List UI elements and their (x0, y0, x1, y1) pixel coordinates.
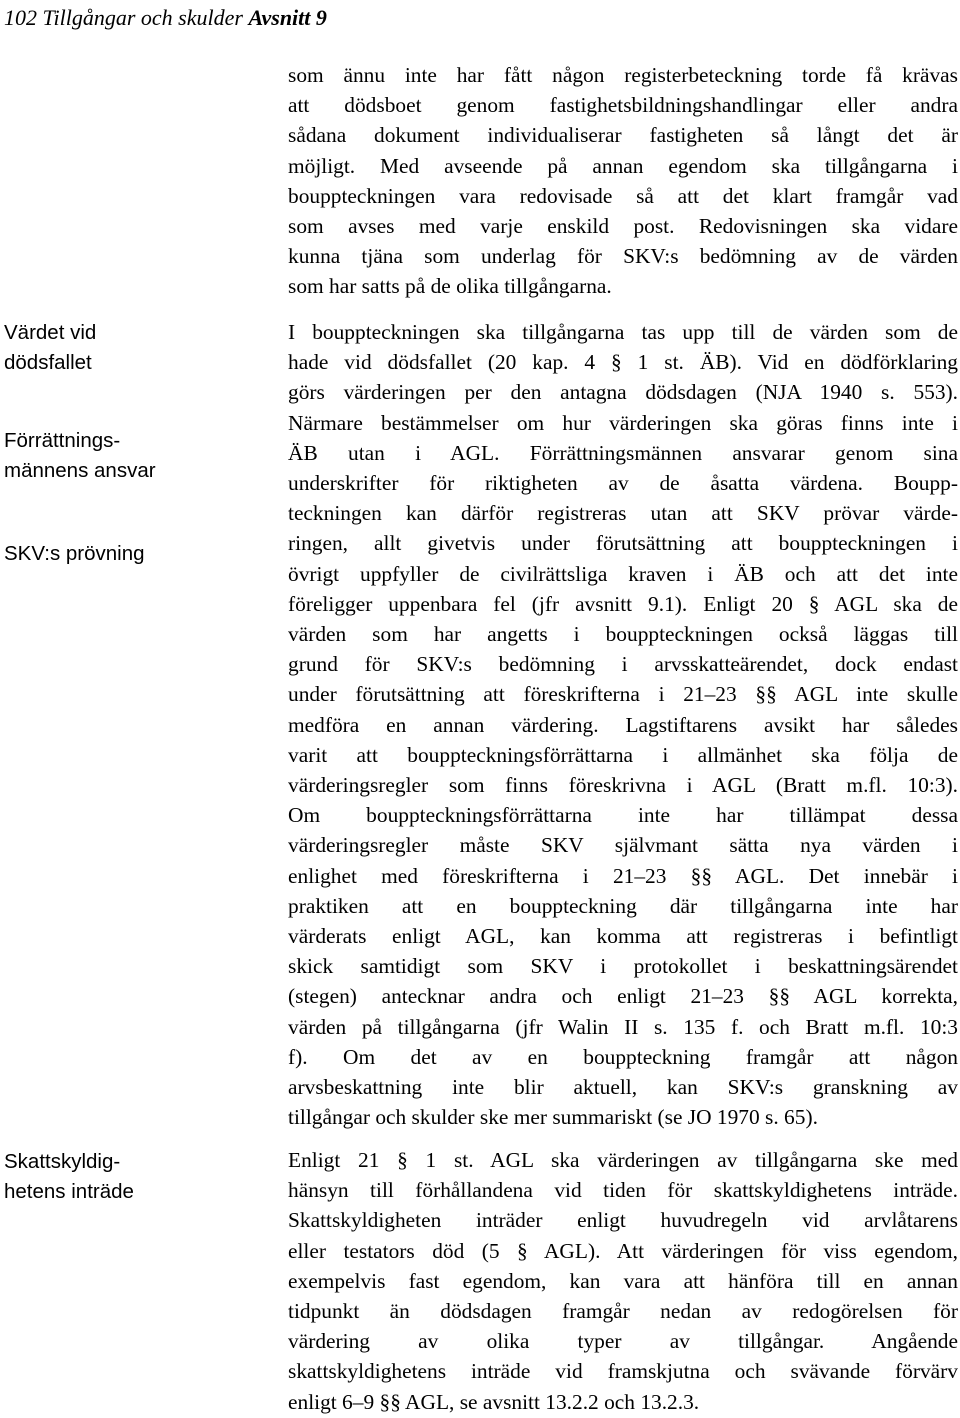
text-line: tidpunkt än dödsdagen framgår nedan av redogörelsen för (288, 1299, 958, 1324)
text-line: Enligt 21 § 1 st. AGL ska värderingen av tillgångarna ske med (288, 1148, 958, 1172)
paragraph-3 (288, 1145, 958, 1417)
text-line: värderingsregler måste SKV självmant sätta nya värden i (288, 833, 958, 858)
text-line: sådana dokument individualiserar fastigheten så långt det är (288, 123, 958, 148)
text-line: övrigt uppfyller de civilrättsliga kraven i ÄB och att det inte (288, 561, 958, 586)
text-line: I bouppteckningen ska tillgångarna tas upp till de värden som de (288, 320, 958, 344)
text-line: värden som har angetts i bouppteckningen också läggas till (288, 622, 958, 647)
margin-note-skattskyldighetens-intrade: Skattskyldig- hetens inträde (4, 1150, 134, 1204)
paragraph-2 (288, 317, 958, 1132)
text-line: Skattskyldigheten inträder enligt huvudregeln vid arvlåtarens (288, 1208, 958, 1233)
text-line: (stegen) antecknar andra och enligt 21–23 §§ AGL korrekta, (288, 984, 958, 1009)
text-line: som har satts på de olika tillgångarna. (288, 274, 612, 299)
text-line: praktiken att en bouppteckning där tillgångarna inte har (288, 893, 958, 918)
text-line: teckningen kan därför registreras utan att SKV prövar värde- (288, 501, 958, 526)
text-line: Närmare bestämmelser om hur värderingen ska göras finns inte i (288, 410, 958, 435)
text-line: varit att bouppteckningsförrättarna i allmänhet ska följa de (288, 742, 958, 767)
text-line: ringen, allt givetvis under förutsättning att bouppteckningen i (288, 531, 958, 556)
text-line: hade vid dödsfallet (20 kap. 4 § 1 st. ÄB). Vid en dödförklaring (288, 350, 958, 375)
text-line: värderats enligt AGL, kan komma att registreras i befintligt (288, 924, 958, 949)
text-line: värderingsregler som finns föreskrivna i AGL (Bratt m.fl. 10:3). (288, 773, 958, 798)
text-line: ÄB utan i AGL. Förrättningsmännen ansvarar genom sina (288, 440, 958, 465)
text-line: skattskyldighetens inträde vid framskjutna och svävande förvärv (288, 1359, 958, 1384)
text-line: f). Om det av en bouppteckning framgår att någon (288, 1044, 958, 1069)
text-line: möjligt. Med avseende på annan egendom ska tillgångarna i (288, 153, 958, 178)
text-line: under förutsättning att föreskrifterna i 21–23 §§ AGL inte skulle (288, 682, 958, 707)
text-line: görs värderingen per den antagna dödsdagen (NJA 1940 s. 553). (288, 380, 958, 405)
margin-note-skvs-provning: SKV:s prövning (4, 542, 145, 565)
text-line: hänsyn till förhållandena vid tiden för skattskyldighetens inträde. (288, 1178, 958, 1203)
text-line: tillgångar och skulder ske mer summariskt (se JO 1970 s. 65). (288, 1105, 818, 1130)
paragraph-1 (288, 60, 958, 302)
text-line: eller testators död (5 § AGL). Att värderingen för viss egendom, (288, 1238, 958, 1263)
margin-note-forrattningsmannens-ansvar: Förrättnings- männens ansvar (4, 429, 156, 483)
text-line: värdering av olika typer av tillgångar. Angående (288, 1329, 958, 1354)
text-line: Om bouppteckningsförrättarna inte har tillämpat dessa (288, 803, 958, 828)
text-line: som avses med varje enskild post. Redovisningen ska vidare (288, 214, 958, 239)
text-line: enlighet med föreskrifterna i 21–23 §§ AGL. Det innebär i (288, 863, 958, 888)
text-line: föreligger uppenbara fel (jfr avsnitt 9.1). Enligt 20 § AGL ska de (288, 591, 958, 616)
page-number: 102 (4, 5, 37, 30)
text-line: underskrifter för riktigheten av de åsatta värdena. Boupp- (288, 471, 958, 496)
text-line: kunna tjäna som underlag för SKV:s bedömning av de värden (288, 244, 958, 269)
text-line: värden på tillgångarna (jfr Walin II s. 135 f. och Bratt m.fl. 10:3 (288, 1014, 958, 1039)
text-line: som ännu inte har fått någon registerbeteckning torde få krävas (288, 63, 958, 87)
text-line: grund för SKV:s bedömning i arvsskatteärendet, dock endast (288, 652, 958, 677)
text-line: arvsbeskattning inte blir aktuell, kan SKV:s granskning av (288, 1075, 958, 1100)
section-label: Avsnitt 9 (248, 5, 327, 30)
text-line: bouppteckningen vara redovisade så att det klart framgår vad (288, 183, 958, 208)
text-line: att dödsboet genom fastighetsbildningshandlingar eller andra (288, 93, 958, 118)
text-line: enligt 6–9 §§ AGL, se avsnitt 13.2.2 och 13.2.3. (288, 1389, 700, 1414)
text-line: medföra en annan värdering. Lagstiftarens avsikt har således (288, 712, 958, 737)
document-title: Tillgångar och skulder (42, 5, 243, 30)
page-header (4, 4, 327, 32)
text-line: skick samtidigt som SKV i protokollet i beskattningsärendet (288, 954, 958, 979)
text-line: exempelvis fast egendom, kan vara att hänföra till en annan (288, 1268, 958, 1293)
margin-note-vardet-vid-dodsfallet: Värdet vid dödsfallet (4, 321, 97, 375)
